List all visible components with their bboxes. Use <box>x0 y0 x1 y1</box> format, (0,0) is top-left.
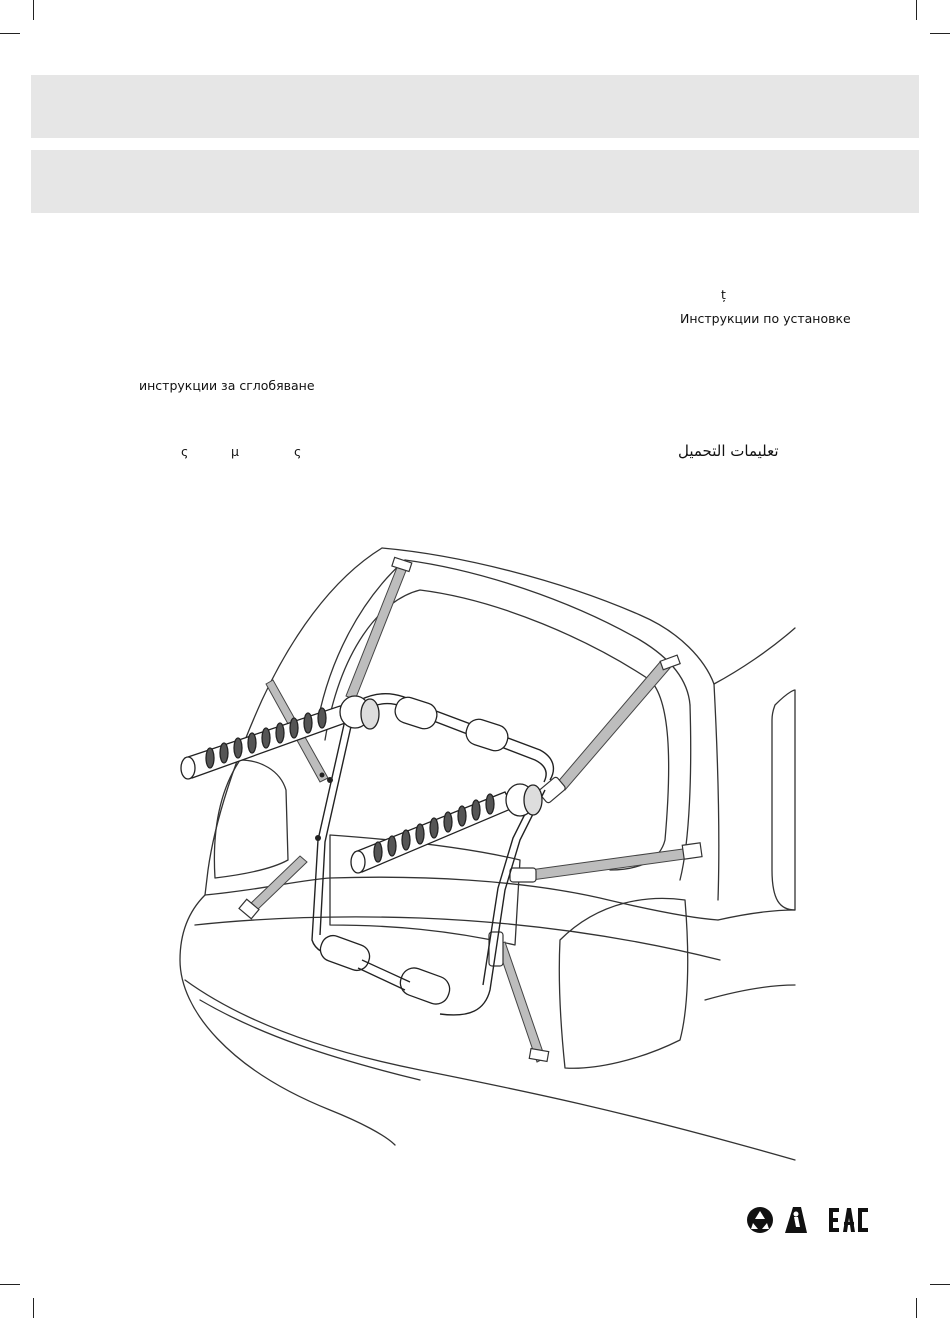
el-fragment-1: ς <box>181 444 189 459</box>
crop-mark-tl-h <box>0 33 20 34</box>
certification-logos <box>745 1205 870 1235</box>
ar-instructions: تعليمات التحميل <box>678 442 779 460</box>
crop-mark-tl-v <box>33 0 34 20</box>
crop-mark-tr-h <box>930 33 950 34</box>
el-fragment-3: ς <box>294 444 302 459</box>
ru-instructions: Инструкции по установке <box>680 311 851 326</box>
crop-mark-tr-v <box>916 0 917 20</box>
el-fragment-2: μ <box>231 444 239 459</box>
header-band-2 <box>31 150 919 213</box>
tidyman-icon <box>785 1207 807 1233</box>
eac-mark <box>829 1208 868 1232</box>
crop-mark-br-v <box>916 1298 917 1318</box>
crop-mark-bl-h <box>0 1284 20 1285</box>
ro-fragment: ț <box>721 287 726 302</box>
header-band-1 <box>31 75 919 138</box>
recycle-icon <box>747 1207 773 1233</box>
bg-instructions: инструкции за сглобяване <box>139 378 315 393</box>
crop-mark-br-h <box>930 1284 950 1285</box>
crop-mark-bl-v <box>33 1298 34 1318</box>
eac-mark-text: EAC <box>745 1205 747 1206</box>
